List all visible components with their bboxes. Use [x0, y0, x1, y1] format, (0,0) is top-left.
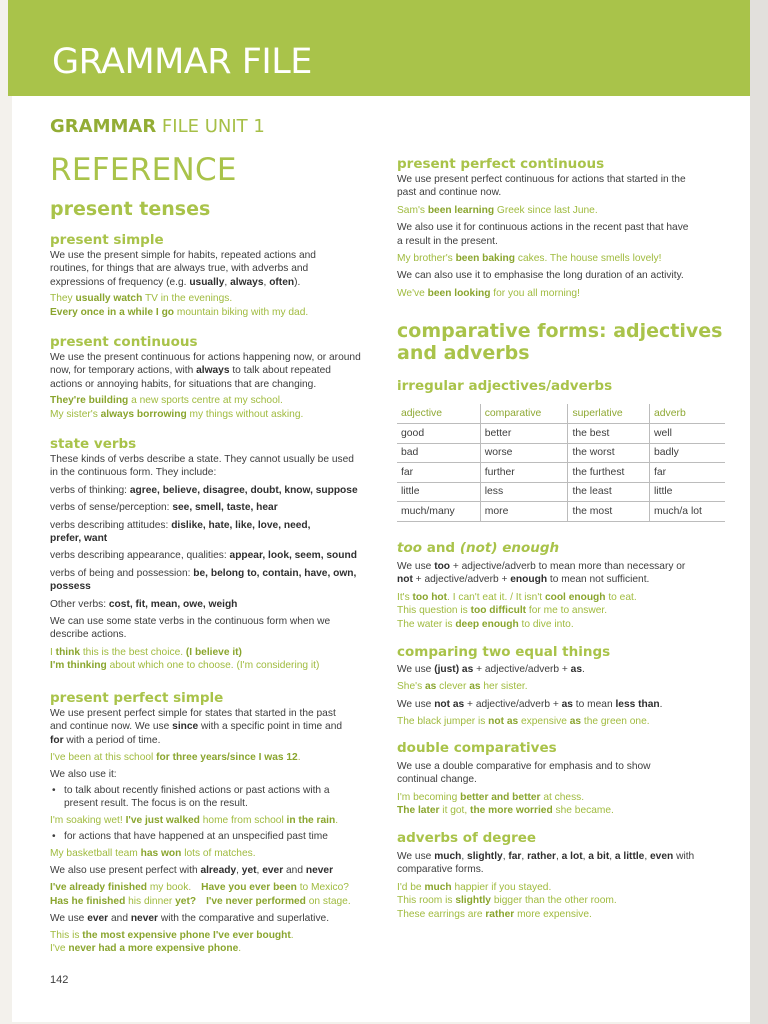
table-cell: the worst [568, 443, 650, 463]
pps-intro-1: We use present perfect simple for states that started in the past [50, 708, 336, 719]
table-cell: badly [649, 443, 725, 463]
table-cell: much/a lot [649, 502, 725, 522]
ppc-example-3: We've been looking for you all morning! [397, 287, 580, 299]
present-simple-text-3: expressions of frequency (e.g. usually, always, often). [50, 276, 301, 288]
ppc-text-1: We use present perfect continuous for actions that started in the [397, 174, 686, 185]
double-example-1: I'm becoming better and better at chess. [397, 791, 585, 803]
double-comparatives-block [397, 740, 737, 818]
too-enough-example-2: This question is too difficult for me to answer. [397, 605, 608, 617]
table-row [397, 463, 725, 483]
pps-compare: We use ever and never with the comparative and superlative. [50, 913, 330, 925]
verbs-of-thinking: verbs of thinking: agree, believe, disagree, doubt, know, suppose [50, 484, 358, 496]
degree-text-1: We use much, slightly, far, rather, a lot, a bit, a little, even with [397, 851, 695, 862]
pps-bullet-1: • to talk about recently finished actions or past actions with a [50, 784, 394, 797]
present-tenses-section [50, 198, 210, 220]
too-enough-example-1: It's too hot. I can't eat it. / It isn't cool enough to eat. [397, 591, 637, 603]
present-simple-example-1: They usually watch TV in the evenings. [50, 293, 233, 305]
table-header-cell: comparative [480, 404, 568, 424]
irregular-heading: irregular adjectives/adverbs [397, 378, 613, 394]
comparative-heading-block [397, 320, 737, 364]
table-header-row [397, 404, 725, 424]
verbs-of-attitude: verbs describing attitudes: dislike, hate, like, love, need, [50, 519, 311, 531]
too-enough-example-3: The water is deep enough to dive into. [397, 618, 574, 630]
irregular-table [397, 404, 725, 522]
table-cell: the least [568, 482, 650, 502]
table-header-cell: adverb [649, 404, 725, 424]
ppc-example-1: Sam's been learning Greek since last June. [397, 204, 598, 216]
table-cell: more [480, 502, 568, 522]
table-row [397, 424, 725, 444]
present-perfect-simple-block [50, 690, 394, 956]
header-banner [8, 0, 750, 96]
table-cell: further [480, 463, 568, 483]
banner-title: GRAMMAR FILE [52, 42, 312, 82]
ppc-text-3: We can also use it to emphasise the long duration of an activity. [397, 270, 684, 282]
comparing-two-text-2: We use not as + adjective/adverb + as to mean less than. [397, 698, 663, 710]
comparing-two-text-1: We use (just) as + adjective/adverb + as. [397, 664, 585, 675]
state-verbs-example-1: I think this is the best choice. (I believe it) [50, 646, 242, 658]
verbs-of-being: verbs of being and possession: be, belong to, contain, have, own, [50, 567, 357, 579]
present-perfect-simple-heading: present perfect simple [50, 690, 224, 706]
table-header-cell: superlative [568, 404, 650, 424]
table-cell: the best [568, 424, 650, 444]
state-verbs-block [50, 436, 390, 673]
other-verbs: Other verbs: cost, fit, mean, owe, weigh [50, 598, 238, 610]
pps-also: We also use it: [50, 768, 117, 780]
ppc-text-2b: a result in the present. [397, 235, 498, 247]
present-perfect-continuous-block [397, 156, 737, 300]
degree-example-3: These earrings are rather more expensive. [397, 908, 592, 920]
degree-example-2: This room is slightly bigger than the other room. [397, 895, 617, 907]
degree-text-1b: comparative forms. [397, 864, 484, 876]
verbs-of-being-cont: possess [50, 581, 91, 593]
grammar-page [12, 96, 750, 1022]
table-cell: good [397, 424, 480, 444]
table-cell: the most [568, 502, 650, 522]
pps-example-4b: Has he finished his dinner yet? I've never performed on stage. [50, 895, 351, 907]
state-verbs-heading: state verbs [50, 436, 137, 452]
ppc-text-2: We also use it for continuous actions in the recent past that have [397, 222, 689, 234]
table-row [397, 502, 725, 522]
comparative-heading-2: and adverbs [397, 342, 530, 364]
comparing-two-heading: comparing two equal things [397, 644, 611, 660]
comparing-two-block [397, 644, 737, 729]
comparing-two-example-2: The black jumper is not as expensive as the green one. [397, 716, 650, 728]
pps-example-1: I've been at this school for three years/since I was 12. [50, 752, 301, 764]
present-tenses-heading: present tenses [50, 198, 211, 220]
too-enough-heading: too and (not) enough [397, 540, 560, 556]
unit-heading [50, 116, 265, 137]
state-verbs-note-1: We can use some state verbs in the continuous form when we [50, 616, 331, 628]
present-continuous-example-1: They're building a new sports centre at my school. [50, 395, 283, 407]
present-simple-heading: present simple [50, 232, 164, 248]
pps-bullet-2: • for actions that have happened at an unspecified past time [50, 830, 394, 843]
present-continuous-heading: present continuous [50, 334, 198, 350]
double-text-1b: continual change. [397, 774, 477, 786]
table-cell: well [649, 424, 725, 444]
table-cell: little [397, 482, 480, 502]
state-verbs-note-2: describe actions. [50, 629, 127, 641]
present-simple-text-2: routines, for things that are always true, with adverbs and [50, 263, 309, 275]
pps-example-4a: I've already finished my book. Have you ever been to Mexico? [50, 882, 349, 894]
page-edge-shadow [750, 0, 768, 1024]
table-header-cell: adjective [397, 404, 480, 424]
degree-example-1: I'd be much happier if you stayed. [397, 881, 552, 893]
present-continuous-text-3: actions or annoying habits, for situations that are changing. [50, 378, 317, 390]
double-example-2: The later it got, the more worried she became. [397, 805, 614, 817]
table-cell: much/many [397, 502, 480, 522]
table-cell: little [649, 482, 725, 502]
table-cell: better [480, 424, 568, 444]
ppc-heading: present perfect continuous [397, 156, 605, 172]
too-enough-block [397, 540, 737, 631]
pps-intro-3: for with a period of time. [50, 734, 161, 746]
table-cell: worse [480, 443, 568, 463]
comparing-two-example-1: She's as clever as her sister. [397, 681, 528, 693]
comparative-heading-1: comparative forms: adjectives [397, 320, 723, 342]
table-cell: the furthest [568, 463, 650, 483]
present-continuous-block [50, 334, 390, 421]
pps-example-6: I've never had a more expensive phone. [50, 943, 242, 955]
present-simple-block [50, 232, 390, 319]
pps-bullet-1-cont: present result. The focus is on the result. [64, 798, 248, 810]
unit-heading-strong: GRAMMAR [50, 116, 157, 137]
state-verbs-intro-1: These kinds of verbs describe a state. They cannot usually be used [50, 454, 354, 465]
pps-example-3: My basketball team has won lots of matches. [50, 847, 256, 859]
verbs-of-appearance: verbs describing appearance, qualities: appear, look, seem, sound [50, 550, 357, 562]
too-enough-text-1: We use too + adjective/adverb to mean more than necessary or [397, 561, 686, 572]
table-row [397, 482, 725, 502]
pps-intro-2: and continue now. We use since with a specific point in time and [50, 721, 343, 733]
table-cell: bad [397, 443, 480, 463]
present-continuous-text-2: now, for temporary actions, with always to talk about repeated [50, 365, 331, 377]
pps-example-5: This is the most expensive phone I've ever bought. [50, 929, 294, 941]
double-comparatives-heading: double comparatives [397, 740, 557, 756]
table-row [397, 443, 725, 463]
table-cell: far [397, 463, 480, 483]
unit-heading-rest: FILE UNIT 1 [161, 116, 265, 137]
ppc-example-2: My brother's been baking cakes. The house smells lovely! [397, 253, 662, 265]
double-text-1: We use a double comparative for emphasis and to show [397, 761, 651, 772]
present-simple-text-1: We use the present simple for habits, repeated actions and [50, 250, 316, 261]
adverbs-of-degree-heading: adverbs of degree [397, 830, 537, 846]
table-cell: far [649, 463, 725, 483]
state-verbs-intro-2: in the continuous form. They include: [50, 467, 217, 479]
pps-also-2: We also use present perfect with already, yet, ever and never [50, 865, 334, 877]
table-cell: less [480, 482, 568, 502]
pps-example-2: I'm soaking wet! I've just walked home from school in the rain. [50, 814, 339, 826]
present-continuous-text-1: We use the present continuous for actions happening now, or around [50, 352, 361, 363]
verbs-of-attitude-cont: prefer, want [50, 533, 108, 545]
verbs-of-sense: verbs of sense/perception: see, smell, taste, hear [50, 502, 278, 514]
ppc-text-1b: past and continue now. [397, 187, 502, 199]
adverbs-of-degree-block [397, 830, 737, 921]
present-continuous-example-2: My sister's always borrowing my things without asking. [50, 408, 304, 420]
state-verbs-example-2: I'm thinking about which one to choose. (I'm considering it) [50, 660, 320, 672]
reference-heading: REFERENCE [50, 152, 237, 188]
page-number: 142 [50, 974, 69, 986]
too-enough-text-2: not + adjective/adverb + enough to mean not sufficient. [397, 574, 650, 586]
present-simple-example-2: Every once in a while I go mountain biking with my dad. [50, 306, 309, 318]
